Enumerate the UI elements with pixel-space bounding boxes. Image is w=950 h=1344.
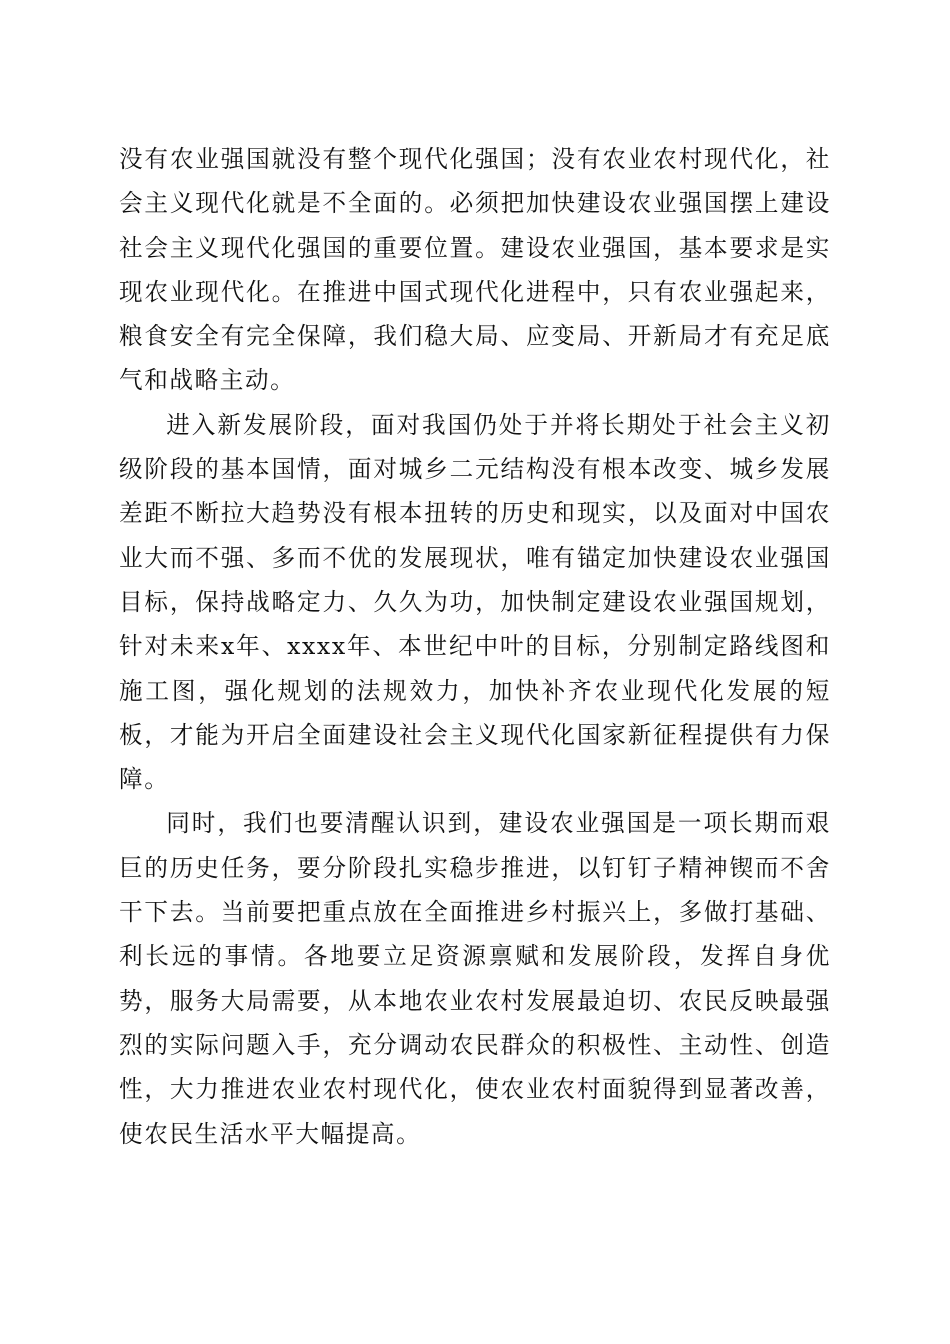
- document-body: [119, 137, 831, 1156]
- paragraph-1: 没有农业强国就没有整个现代化强国；没有农业农村现代化，社会主义现代化就是不全面的。必须把加快建设农业强国摆上建设社会主义现代化强国的重要位置。建设农业强国，基本要求是实现农业现代化。在推进中国式现代化进程中，只有农业强起来，粮食安全有完全保障，我们稳大局、应变局、开新局才有充足底气和战略主动。: [119, 145, 831, 395]
- paragraph-2: 进入新发展阶段，面对我国仍处于并将长期处于社会主义初级阶段的基本国情，面对城乡二元结构没有根本改变、城乡发展差距不断拉大趋势没有根本扭转的历史和现实，以及面对中国农业大而不强、多而不优的发展现状，唯有锚定加快建设农业强国目标，保持战略定力、久久为功，加快制定建设农业强国规划，针对未来x年、xxxx年、本世纪中叶的目标，分别制定路线图和施工图，强化规划的法规效力，加快补齐农业现代化发展的短板，才能为开启全面建设社会主义现代化国家新征程提供有力保障。: [119, 410, 831, 794]
- paragraph-3: 同时，我们也要清醒认识到，建设农业强国是一项长期而艰巨的历史任务，要分阶段扎实稳步推进，以钉钉子精神锲而不舍干下去。当前要把重点放在全面推进乡村振兴上，多做打基础、利长远的事情。各地要立足资源禀赋和发展阶段，发挥自身优势，服务大局需要，从本地农业农村发展最迫切、农民反映最强烈的实际问题入手，充分调动农民群众的积极性、主动性、创造性，大力推进农业农村现代化，使农业农村面貌得到显著改善，使农民生活水平大幅提高。: [119, 809, 831, 1148]
